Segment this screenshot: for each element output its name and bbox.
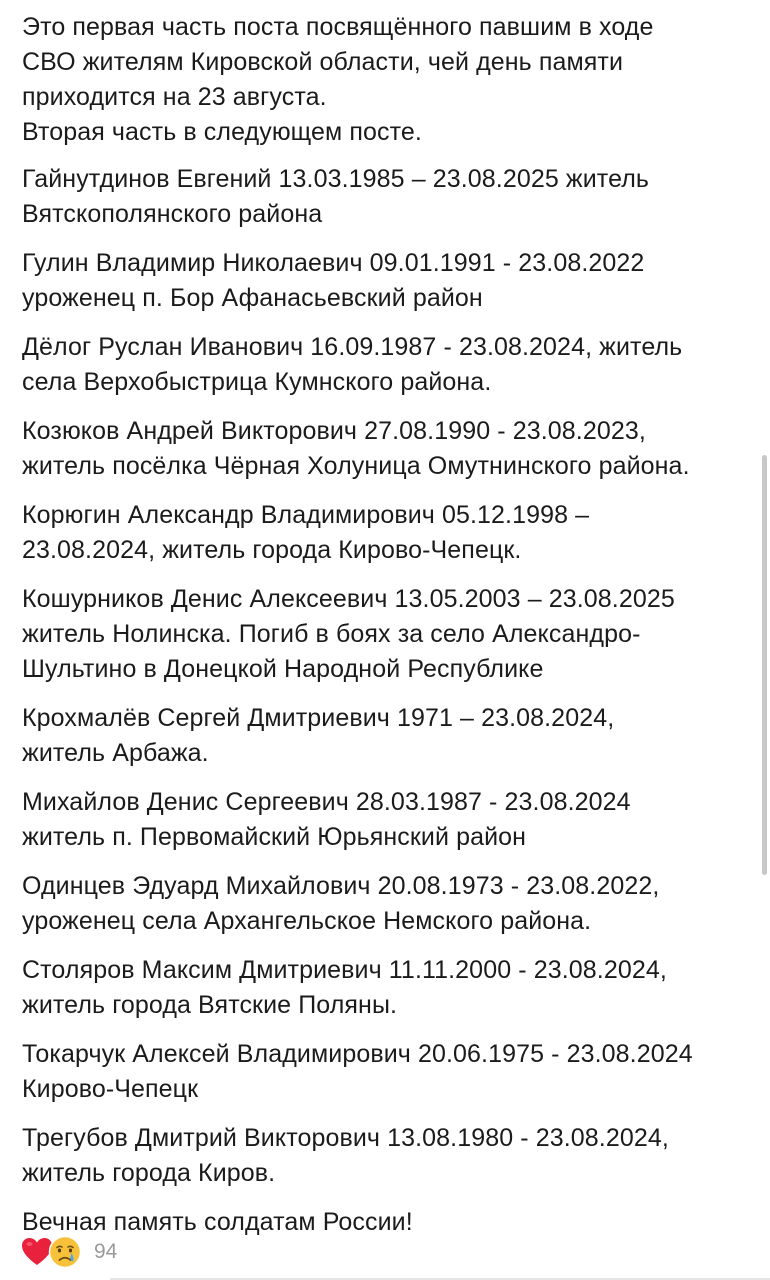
reaction-icons[interactable] [20, 1235, 82, 1269]
crying-face-icon[interactable] [48, 1235, 82, 1269]
memorial-entry [22, 953, 752, 1023]
entry-line: Кошурников Денис Алексеевич 13.05.2003 – 23.08.2025 [22, 585, 675, 613]
scrollbar-thumb[interactable] [762, 455, 767, 875]
entry-line: Токарчук Алексей Владимирович 20.06.1975 - 23.08.2024 [22, 1040, 693, 1068]
memorial-entry [22, 414, 752, 484]
entry-line: житель п. Первомайский Юрьянский район [22, 823, 527, 851]
entry-line: Одинцев Эдуард Михайлович 20.08.1973 - 23.08.2022, [22, 872, 660, 900]
entry-line: Михайлов Денис Сергеевич 28.03.1987 - 23.08.2024 [22, 788, 631, 816]
memorial-entry [22, 330, 752, 400]
entry-line: Корюгин Александр Владимирович 05.12.1998 – [22, 501, 590, 529]
memorial-entry [22, 498, 752, 568]
entry-line: уроженец села Архангельское Немского района. [22, 907, 592, 935]
entry-line: 23.08.2024, житель города Кирово-Чепецк. [22, 536, 522, 564]
post-body [22, 10, 752, 1254]
intro-line: Это первая часть поста посвящённого павшим в ходе [22, 13, 654, 41]
entry-line: Гайнутдинов Евгений 13.03.1985 – 23.08.2025 житель [22, 165, 650, 193]
memorial-entry [22, 701, 752, 771]
memorial-entry [22, 1037, 752, 1107]
post-intro [22, 10, 752, 150]
reaction-count: 94 [94, 1240, 118, 1263]
entry-line: житель Арбажа. [22, 739, 209, 767]
entry-line: Трегубов Дмитрий Викторович 13.08.1980 - 23.08.2024, [22, 1124, 669, 1152]
intro-line: Вторая часть в следующем посте. [22, 118, 422, 146]
intro-line: приходится на 23 августа. [22, 83, 327, 111]
memorial-entry [22, 246, 752, 316]
intro-line: СВО жителям Кировской области, чей день памяти [22, 48, 624, 76]
entry-line: Гулин Владимир Николаевич 09.01.1991 - 23.08.2022 [22, 249, 645, 277]
memorial-entry [22, 869, 752, 939]
reactions-bar[interactable] [20, 1234, 117, 1270]
entry-line: житель Нолинска. Погиб в боях за село Александро- [22, 620, 641, 648]
entry-line: Шультино в Донецкой Народной Республике [22, 655, 544, 683]
entry-line: Столяров Максим Дмитриевич 11.11.2000 - 23.08.2024, [22, 956, 667, 984]
entry-line: житель посёлка Чёрная Холуница Омутнинского района. [22, 452, 690, 480]
entry-line: села Верхобыстрица Кумнского района. [22, 368, 492, 396]
entry-line: Крохмалёв Сергей Дмитриевич 1971 – 23.08.2024, [22, 704, 615, 732]
entry-line: Козюков Андрей Викторович 27.08.1990 - 23.08.2023, [22, 417, 646, 445]
entry-line: уроженец п. Бор Афанасьевский район [22, 284, 483, 312]
entry-line: житель города Вятские Поляны. [22, 991, 398, 1019]
memorial-entry [22, 785, 752, 855]
memorial-entry [22, 1121, 752, 1191]
entry-line: Кирово-Чепецк [22, 1075, 199, 1103]
memorial-entry [22, 582, 752, 687]
post-closing: Вечная память солдатам России! [22, 1208, 413, 1236]
entry-line: Вятскополянского района [22, 200, 323, 228]
entry-line: Дёлог Руслан Иванович 16.09.1987 - 23.08.2024, житель [22, 333, 683, 361]
entry-line: житель города Киров. [22, 1159, 276, 1187]
memorial-entry [22, 162, 752, 232]
